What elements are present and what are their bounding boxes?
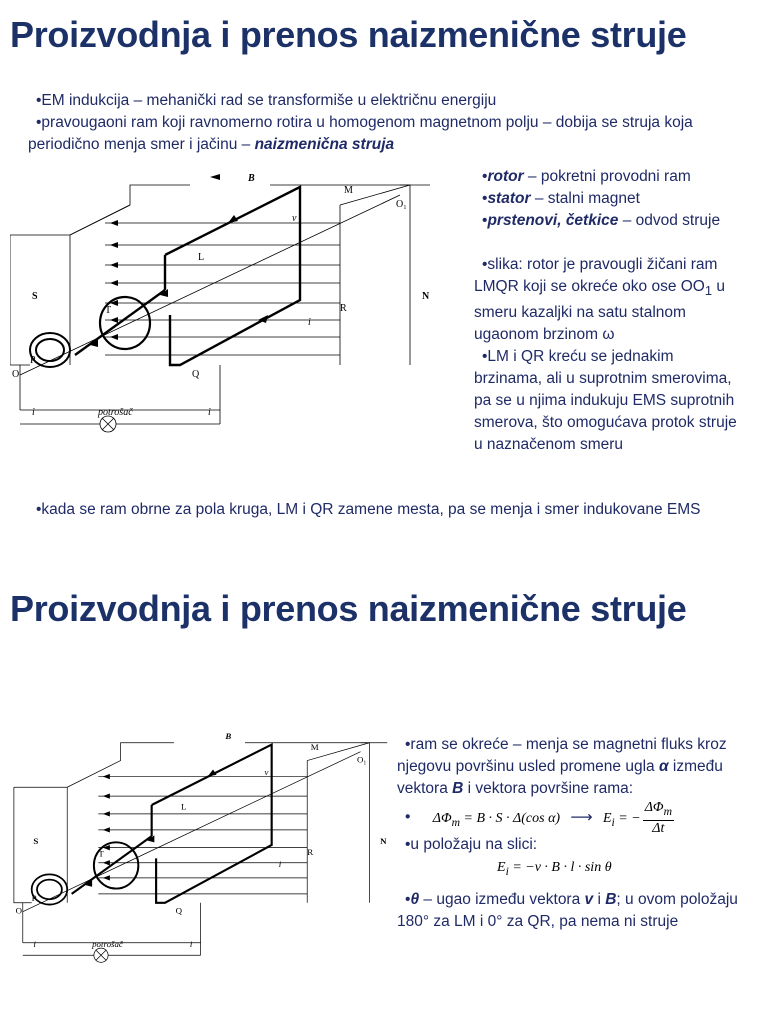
label2-i-left: i (33, 939, 36, 950)
equation-row (397, 800, 747, 834)
label2-S: S (33, 836, 39, 847)
eq3-sub: i (505, 864, 509, 878)
label2-M: M (310, 741, 319, 752)
eq2-sub: i (611, 815, 615, 829)
rotor-term: rotor (487, 168, 524, 185)
frac-num: ΔΦ (644, 800, 664, 815)
label2-i-frame: i (278, 859, 282, 870)
label2-v: v (264, 766, 269, 777)
rotor-item: •rotor – pokretni provodni ram (482, 168, 691, 185)
generator-diagram-2 (10, 725, 400, 965)
slide1-bottom-note: •kada se ram obrne za pola kruga, LM i QR zamene mesta, pa se menja i smer indukovane EMS (36, 501, 701, 518)
slika-sub: 1 (704, 283, 713, 299)
label-i-frame: i (308, 317, 311, 328)
theta-bullet: • (405, 890, 411, 908)
position-item: •u položaju na slici: (405, 836, 538, 853)
slide2-title: Proizvodnja i prenos naizmenične struje (10, 588, 687, 629)
label2-P: P (31, 893, 37, 903)
label2-T: T (98, 848, 104, 859)
equation-bullet: • (405, 808, 411, 826)
label2-L: L (181, 801, 187, 812)
label-Q: Q (192, 369, 200, 380)
label-R: R (340, 303, 347, 314)
label2-R: R (307, 846, 314, 857)
label-potrosac: potrošač (98, 407, 133, 418)
label-O1: O₁ (396, 199, 407, 210)
label2-B: B (225, 731, 232, 742)
label2-O1: O₁ (357, 754, 367, 765)
label-O: O (12, 369, 20, 380)
eq2-minus: = − (614, 810, 641, 826)
flux-text-2: između vektora (397, 758, 723, 797)
slika-text-1: •slika: rotor je pravougli žičani ram LMQR koji se okreće oko ose OO (474, 256, 718, 295)
theta-symbol: θ (410, 890, 420, 908)
label-M: M (344, 185, 353, 196)
alpha-symbol: α (658, 758, 669, 775)
label2-O: O (15, 905, 23, 916)
fraction-denominator: Δt (652, 820, 665, 836)
label-L: L (198, 252, 205, 263)
eq3-lhs: E (497, 860, 506, 875)
flux-text-3: i vektora površine rama: (463, 780, 634, 797)
arrow-symbol: ⟶ (570, 808, 593, 826)
slide1-intro (28, 90, 748, 156)
intro-bullet-1: •EM indukcija – mehanički rad se transformiše u električnu energiju (36, 92, 497, 109)
label-S: S (32, 291, 38, 302)
slide2-right-column (397, 734, 747, 933)
theta-text-1: – ugao između vektora (419, 890, 585, 908)
position-equation (397, 856, 747, 883)
theta-and: i (593, 890, 606, 908)
label-P: P (30, 355, 36, 366)
theta-item (397, 889, 747, 933)
intro-bullet-2-text: •pravougaoni ram koji ravnomerno rotira u homogenom magnetnom polju – dobija se struja koja periodično menja smer i jačinu – (28, 114, 693, 153)
fraction-numerator (643, 800, 674, 821)
generator-diagram-1 (10, 165, 440, 435)
flux-equation (432, 810, 561, 829)
lm-item: •LM i QR kreću se jednakim brzinama, ali u suprotnim smerovima, pa se u njima indukuju EMS suprotnih smerova, što omogućava protok struje u naznačenom smeru (474, 348, 737, 454)
slika-text-2: u smeru kazaljki na satu stalnom ugaonom brzinom ω (474, 278, 725, 344)
slide1-right-column (474, 166, 744, 456)
label2-Q: Q (175, 905, 183, 916)
fraction (643, 800, 674, 837)
rings-item: •prstenovi, četkice – odvod struje (482, 212, 721, 229)
eq2-lhs: E (602, 810, 612, 826)
slide1-title: Proizvodnja i prenos naizmenične struje (10, 14, 687, 55)
eq1-lhs: ΔΦ (432, 810, 452, 826)
rings-desc: – odvod struje (618, 212, 721, 229)
flux-item (397, 734, 747, 800)
theta-B-symbol: B (605, 890, 617, 908)
frac-num-sub: m (663, 804, 672, 818)
stator-item: •stator – stalni magnet (482, 190, 640, 207)
label-i-left: i (32, 407, 35, 418)
label-T: T (105, 305, 112, 316)
intro-bullet-2-emphasis: naizmenična struja (254, 136, 395, 153)
label2-i-right: i (189, 939, 193, 950)
eq3-rhs: = −v · B · l · sin θ (508, 860, 612, 875)
B-symbol: B (452, 780, 464, 797)
eq1-rhs: = B · S · Δ(cos α) (460, 810, 561, 826)
rotor-desc: – pokretni provodni ram (523, 168, 691, 185)
label-i-right: i (208, 407, 211, 418)
slika-item (474, 254, 744, 346)
label2-N: N (380, 836, 387, 847)
stator-term: stator (487, 190, 531, 207)
v-symbol: v (584, 890, 594, 908)
label-v: v (292, 213, 297, 224)
theta-text-2: ; u ovom položaju 180° za LM i 0° za QR, pa nema ni struje (397, 890, 738, 930)
label2-potrosac: potrošač (92, 939, 123, 950)
intro-bullet-2 (28, 112, 748, 156)
stator-desc: – stalni magnet (530, 190, 640, 207)
eq1-sub: m (451, 815, 461, 829)
rings-term: prstenovi, četkice (487, 212, 619, 229)
label-B: B (248, 173, 255, 184)
label-N: N (422, 291, 430, 302)
flux-text-1: •ram se okreće – menja se magnetni fluks kroz njegovu površinu usled promene ugla (397, 736, 727, 775)
